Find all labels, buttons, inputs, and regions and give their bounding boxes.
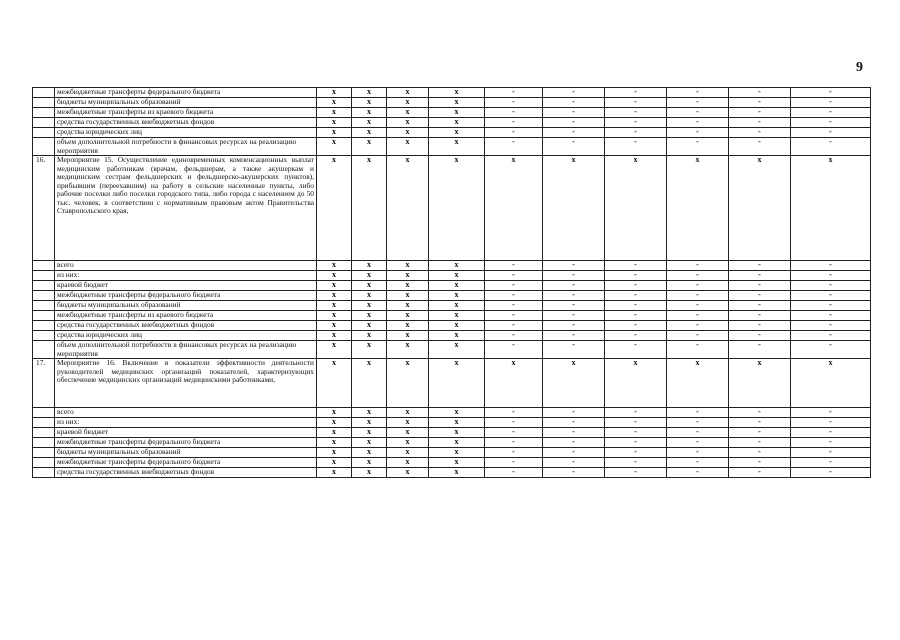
row-label: межбюджетные трансферты федерального бюджета <box>55 458 317 468</box>
value-cell-dash: - <box>485 321 543 331</box>
value-cell-dash: - <box>791 108 871 118</box>
value-cell-x: x <box>429 88 485 98</box>
value-cell-x: x <box>387 128 429 138</box>
value-cell-x: x <box>387 301 429 311</box>
value-cell-dash: - <box>543 341 605 359</box>
value-cell-dash: - <box>791 291 871 301</box>
value-cell-x: x <box>387 418 429 428</box>
value-cell-dash: - <box>791 468 871 478</box>
value-cell-dash: - <box>485 438 543 448</box>
value-cell-dash: - <box>543 448 605 458</box>
value-cell-dash: - <box>605 88 667 98</box>
row-label: из них: <box>55 418 317 428</box>
value-cell-dash: - <box>605 418 667 428</box>
value-cell-dash: - <box>605 118 667 128</box>
value-cell-dash: - <box>667 418 729 428</box>
value-cell-x: x <box>387 359 429 408</box>
value-cell-x: x <box>429 359 485 408</box>
value-cell-dash: - <box>543 118 605 128</box>
value-cell-x: x <box>352 301 387 311</box>
value-cell-dash: - <box>543 321 605 331</box>
value-cell-dash: - <box>605 261 667 271</box>
value-cell-dash: - <box>729 458 791 468</box>
value-cell-dash: - <box>485 88 543 98</box>
value-cell-x: x <box>352 458 387 468</box>
value-cell-x: x <box>429 468 485 478</box>
value-cell-dash: - <box>667 468 729 478</box>
value-cell-dash: - <box>485 118 543 128</box>
value-cell-x: x <box>317 108 352 118</box>
row-label: средства юридических лиц <box>55 128 317 138</box>
value-cell-dash: - <box>605 98 667 108</box>
value-cell-x: x <box>791 156 871 261</box>
value-cell-dash: - <box>791 341 871 359</box>
measure-number: 17. <box>33 359 55 408</box>
measure-row <box>33 156 871 261</box>
table-row <box>33 301 871 311</box>
value-cell-dash: - <box>729 418 791 428</box>
value-cell-x: x <box>387 311 429 321</box>
value-cell-dash: - <box>729 281 791 291</box>
value-cell-dash: - <box>543 438 605 448</box>
table-row <box>33 291 871 301</box>
value-cell-dash: - <box>791 98 871 108</box>
value-cell-dash: - <box>605 311 667 321</box>
value-cell-dash: - <box>791 458 871 468</box>
value-cell-x: x <box>317 98 352 108</box>
table-row <box>33 468 871 478</box>
value-cell-dash: - <box>485 428 543 438</box>
value-cell-x: x <box>429 261 485 271</box>
value-cell-x: x <box>605 359 667 408</box>
value-cell-x: x <box>317 261 352 271</box>
value-cell-dash: - <box>543 331 605 341</box>
value-cell-x: x <box>387 438 429 448</box>
value-cell-dash: - <box>543 291 605 301</box>
row-label: бюджеты муниципальных образований <box>55 301 317 311</box>
table-row <box>33 418 871 428</box>
value-cell-dash: - <box>667 428 729 438</box>
value-cell-x: x <box>429 311 485 321</box>
value-cell-dash: - <box>729 448 791 458</box>
value-cell-dash: - <box>667 301 729 311</box>
value-cell-x: x <box>387 408 429 418</box>
value-cell-x: x <box>317 301 352 311</box>
value-cell-x: x <box>352 408 387 418</box>
value-cell-x: x <box>317 271 352 281</box>
value-cell-dash: - <box>729 128 791 138</box>
value-cell-x: x <box>352 88 387 98</box>
value-cell-x: x <box>352 341 387 359</box>
value-cell-dash: - <box>791 88 871 98</box>
value-cell-dash: - <box>485 331 543 341</box>
table-row <box>33 138 871 156</box>
value-cell-x: x <box>352 359 387 408</box>
value-cell-x: x <box>352 138 387 156</box>
value-cell-dash: - <box>485 281 543 291</box>
value-cell-x: x <box>317 156 352 261</box>
value-cell-x: x <box>352 156 387 261</box>
value-cell-dash: - <box>729 341 791 359</box>
value-cell-x: x <box>387 341 429 359</box>
value-cell-dash: - <box>543 458 605 468</box>
value-cell-x: x <box>352 448 387 458</box>
value-cell-dash: - <box>729 408 791 418</box>
value-cell-x: x <box>429 448 485 458</box>
row-label: средства государственных внебюджетных фондов <box>55 118 317 128</box>
table-row <box>33 408 871 418</box>
value-cell-x: x <box>429 418 485 428</box>
value-cell-x: x <box>317 128 352 138</box>
table-row <box>33 261 871 271</box>
value-cell-x: x <box>485 359 543 408</box>
value-cell-dash: - <box>791 271 871 281</box>
value-cell-x: x <box>352 311 387 321</box>
value-cell-dash: - <box>791 438 871 448</box>
value-cell-x: x <box>317 359 352 408</box>
value-cell-x: x <box>387 271 429 281</box>
value-cell-x: x <box>352 128 387 138</box>
table-row <box>33 271 871 281</box>
value-cell-x: x <box>429 341 485 359</box>
value-cell-dash: - <box>729 271 791 281</box>
value-cell-x: x <box>317 428 352 438</box>
row-label: средства государственных внебюджетных фондов <box>55 321 317 331</box>
value-cell-dash: - <box>729 291 791 301</box>
value-cell-dash: - <box>485 418 543 428</box>
value-cell-x: x <box>317 281 352 291</box>
value-cell-x: x <box>387 321 429 331</box>
value-cell-x: x <box>352 261 387 271</box>
value-cell-x: x <box>352 438 387 448</box>
value-cell-x: x <box>387 156 429 261</box>
value-cell-dash: - <box>791 331 871 341</box>
value-cell-x: x <box>729 156 791 261</box>
value-cell-x: x <box>317 138 352 156</box>
value-cell-x: x <box>317 468 352 478</box>
value-cell-dash: - <box>605 128 667 138</box>
value-cell-x: x <box>429 98 485 108</box>
value-cell-dash: - <box>729 98 791 108</box>
value-cell-x: x <box>605 156 667 261</box>
value-cell-x: x <box>352 321 387 331</box>
row-label: краевой бюджет <box>55 281 317 291</box>
value-cell-x: x <box>429 156 485 261</box>
value-cell-x: x <box>387 138 429 156</box>
value-cell-dash: - <box>791 418 871 428</box>
table-row <box>33 321 871 331</box>
row-label: межбюджетные трансферты из краевого бюджета <box>55 311 317 321</box>
value-cell-x: x <box>317 118 352 128</box>
value-cell-x: x <box>317 341 352 359</box>
value-cell-dash: - <box>729 88 791 98</box>
value-cell-dash: - <box>667 118 729 128</box>
value-cell-dash: - <box>729 301 791 311</box>
value-cell-dash: - <box>543 261 605 271</box>
value-cell-dash: - <box>791 428 871 438</box>
value-cell-dash: - <box>543 128 605 138</box>
value-cell-x: x <box>352 468 387 478</box>
value-cell-dash: - <box>543 428 605 438</box>
value-cell-x: x <box>429 458 485 468</box>
value-cell-x: x <box>317 291 352 301</box>
value-cell-dash: - <box>605 448 667 458</box>
value-cell-dash: - <box>605 281 667 291</box>
value-cell-dash: - <box>791 448 871 458</box>
table-row <box>33 311 871 321</box>
value-cell-dash: - <box>605 138 667 156</box>
value-cell-dash: - <box>667 128 729 138</box>
value-cell-dash: - <box>605 321 667 331</box>
value-cell-x: x <box>317 418 352 428</box>
value-cell-x: x <box>429 128 485 138</box>
table-row <box>33 458 871 468</box>
table-row <box>33 438 871 448</box>
value-cell-x: x <box>352 271 387 281</box>
row-label: объем дополнительной потребности в финансовых ресурсах на реализацию мероприятия <box>55 138 317 156</box>
table-row <box>33 98 871 108</box>
value-cell-dash: - <box>543 281 605 291</box>
value-cell-dash: - <box>729 138 791 156</box>
value-cell-x: x <box>543 359 605 408</box>
value-cell-x: x <box>317 311 352 321</box>
value-cell-x: x <box>429 408 485 418</box>
value-cell-x: x <box>429 428 485 438</box>
value-cell-dash: - <box>485 261 543 271</box>
value-cell-dash: - <box>605 271 667 281</box>
value-cell-dash: - <box>543 88 605 98</box>
value-cell-x: x <box>429 438 485 448</box>
value-cell-dash: - <box>543 271 605 281</box>
table-row <box>33 331 871 341</box>
value-cell-dash: - <box>543 108 605 118</box>
value-cell-x: x <box>429 321 485 331</box>
value-cell-dash: - <box>667 98 729 108</box>
value-cell-dash: - <box>485 458 543 468</box>
value-cell-x: x <box>387 331 429 341</box>
value-cell-x: x <box>387 108 429 118</box>
value-cell-x: x <box>317 408 352 418</box>
value-cell-dash: - <box>543 311 605 321</box>
row-label: всего <box>55 408 317 418</box>
value-cell-dash: - <box>605 428 667 438</box>
value-cell-dash: - <box>729 331 791 341</box>
value-cell-dash: - <box>485 311 543 321</box>
value-cell-dash: - <box>667 458 729 468</box>
measure-number: 16. <box>33 156 55 261</box>
row-label: межбюджетные трансферты федерального бюджета <box>55 88 317 98</box>
value-cell-dash: - <box>791 301 871 311</box>
value-cell-dash: - <box>729 118 791 128</box>
value-cell-dash: - <box>485 271 543 281</box>
value-cell-dash: - <box>729 468 791 478</box>
value-cell-dash: - <box>667 331 729 341</box>
value-cell-dash: - <box>667 271 729 281</box>
value-cell-x: x <box>485 156 543 261</box>
value-cell-x: x <box>667 156 729 261</box>
value-cell-dash: - <box>667 108 729 118</box>
measure-row <box>33 359 871 408</box>
value-cell-x: x <box>429 271 485 281</box>
value-cell-dash: - <box>667 291 729 301</box>
value-cell-x: x <box>317 321 352 331</box>
value-cell-x: x <box>387 291 429 301</box>
value-cell-x: x <box>352 331 387 341</box>
value-cell-dash: - <box>667 311 729 321</box>
value-cell-dash: - <box>667 341 729 359</box>
value-cell-dash: - <box>605 331 667 341</box>
value-cell-dash: - <box>791 281 871 291</box>
value-cell-dash: - <box>543 468 605 478</box>
table-row <box>33 108 871 118</box>
value-cell-x: x <box>317 458 352 468</box>
row-label: всего <box>55 261 317 271</box>
value-cell-dash: - <box>729 261 791 271</box>
value-cell-x: x <box>352 281 387 291</box>
table-body <box>33 88 871 478</box>
value-cell-dash: - <box>605 291 667 301</box>
row-label: объем дополнительной потребности в финансовых ресурсах на реализацию мероприятия <box>55 341 317 359</box>
value-cell-x: x <box>429 301 485 311</box>
value-cell-x: x <box>387 448 429 458</box>
value-cell-dash: - <box>485 98 543 108</box>
value-cell-dash: - <box>543 408 605 418</box>
value-cell-dash: - <box>605 468 667 478</box>
table-row <box>33 341 871 359</box>
value-cell-x: x <box>317 438 352 448</box>
row-label: бюджеты муниципальных образований <box>55 98 317 108</box>
value-cell-dash: - <box>729 108 791 118</box>
row-label: средства юридических лиц <box>55 331 317 341</box>
value-cell-x: x <box>387 428 429 438</box>
value-cell-x: x <box>791 359 871 408</box>
row-label: краевой бюджет <box>55 428 317 438</box>
value-cell-dash: - <box>729 438 791 448</box>
value-cell-dash: - <box>667 321 729 331</box>
table-row <box>33 88 871 98</box>
value-cell-dash: - <box>543 138 605 156</box>
value-cell-dash: - <box>791 138 871 156</box>
value-cell-dash: - <box>667 138 729 156</box>
value-cell-x: x <box>429 118 485 128</box>
value-cell-dash: - <box>791 128 871 138</box>
value-cell-dash: - <box>605 458 667 468</box>
value-cell-x: x <box>387 118 429 128</box>
value-cell-x: x <box>387 281 429 291</box>
value-cell-dash: - <box>605 341 667 359</box>
row-label: бюджеты муниципальных образований <box>55 448 317 458</box>
value-cell-x: x <box>543 156 605 261</box>
value-cell-x: x <box>317 331 352 341</box>
value-cell-dash: - <box>485 108 543 118</box>
row-label: межбюджетные трансферты федерального бюджета <box>55 291 317 301</box>
value-cell-x: x <box>387 468 429 478</box>
value-cell-dash: - <box>543 301 605 311</box>
value-cell-dash: - <box>605 408 667 418</box>
measure-description: Мероприятие 15. Осуществление единовременных компенсационных выплат медицинским работникам (врачам, фельдшерам, а также акушеркам и медицинским сестрам фельдшерских и фельдшерско-акушерских пунктов), прибывшим (переехавшим) на работу в сельские населенные пункты, либо рабочие поселки либо поселки городского типа, либо города с населением до 50 тыс. человек, в соответствии с нормативным правовым актом Правительства Ставропольского края, <box>55 156 317 261</box>
table-row <box>33 281 871 291</box>
table-row <box>33 448 871 458</box>
value-cell-x: x <box>317 88 352 98</box>
page-number: 9 <box>856 60 863 75</box>
value-cell-x: x <box>352 108 387 118</box>
row-label: межбюджетные трансферты федерального бюджета <box>55 438 317 448</box>
value-cell-dash: - <box>605 108 667 118</box>
measure-description: Мероприятие 16. Включение в показатели эффективности деятельности руководителей медицинских организаций показателей, характеризующих обеспечение медицинских организаций медицинскими работниками, <box>55 359 317 408</box>
value-cell-dash: - <box>791 408 871 418</box>
value-cell-dash: - <box>667 438 729 448</box>
value-cell-dash: - <box>667 448 729 458</box>
value-cell-x: x <box>387 88 429 98</box>
value-cell-dash: - <box>485 128 543 138</box>
value-cell-x: x <box>429 291 485 301</box>
value-cell-dash: - <box>729 311 791 321</box>
value-cell-dash: - <box>791 321 871 331</box>
value-cell-x: x <box>667 359 729 408</box>
value-cell-x: x <box>317 448 352 458</box>
value-cell-dash: - <box>791 311 871 321</box>
value-cell-x: x <box>387 261 429 271</box>
value-cell-dash: - <box>667 88 729 98</box>
value-cell-x: x <box>387 98 429 108</box>
value-cell-dash: - <box>605 301 667 311</box>
value-cell-x: x <box>352 98 387 108</box>
value-cell-dash: - <box>485 138 543 156</box>
value-cell-dash: - <box>485 291 543 301</box>
row-label: средства государственных внебюджетных фондов <box>55 468 317 478</box>
table-row <box>33 118 871 128</box>
value-cell-x: x <box>352 428 387 438</box>
value-cell-x: x <box>429 331 485 341</box>
value-cell-dash: - <box>485 301 543 311</box>
value-cell-x: x <box>352 291 387 301</box>
value-cell-dash: - <box>485 341 543 359</box>
table-row <box>33 428 871 438</box>
row-label: из них: <box>55 271 317 281</box>
value-cell-x: x <box>729 359 791 408</box>
value-cell-dash: - <box>667 261 729 271</box>
financing-table <box>32 87 871 478</box>
table-row <box>33 128 871 138</box>
value-cell-x: x <box>429 138 485 156</box>
row-label: межбюджетные трансферты из краевого бюджета <box>55 108 317 118</box>
value-cell-dash: - <box>485 468 543 478</box>
value-cell-dash: - <box>485 408 543 418</box>
value-cell-dash: - <box>543 98 605 108</box>
value-cell-x: x <box>429 281 485 291</box>
value-cell-dash: - <box>667 408 729 418</box>
value-cell-x: x <box>352 418 387 428</box>
value-cell-dash: - <box>729 428 791 438</box>
value-cell-x: x <box>352 118 387 128</box>
value-cell-dash: - <box>485 448 543 458</box>
value-cell-dash: - <box>729 321 791 331</box>
value-cell-dash: - <box>605 438 667 448</box>
value-cell-dash: - <box>791 118 871 128</box>
value-cell-dash: - <box>791 261 871 271</box>
value-cell-x: x <box>387 458 429 468</box>
value-cell-x: x <box>429 108 485 118</box>
value-cell-dash: - <box>543 418 605 428</box>
value-cell-dash: - <box>667 281 729 291</box>
